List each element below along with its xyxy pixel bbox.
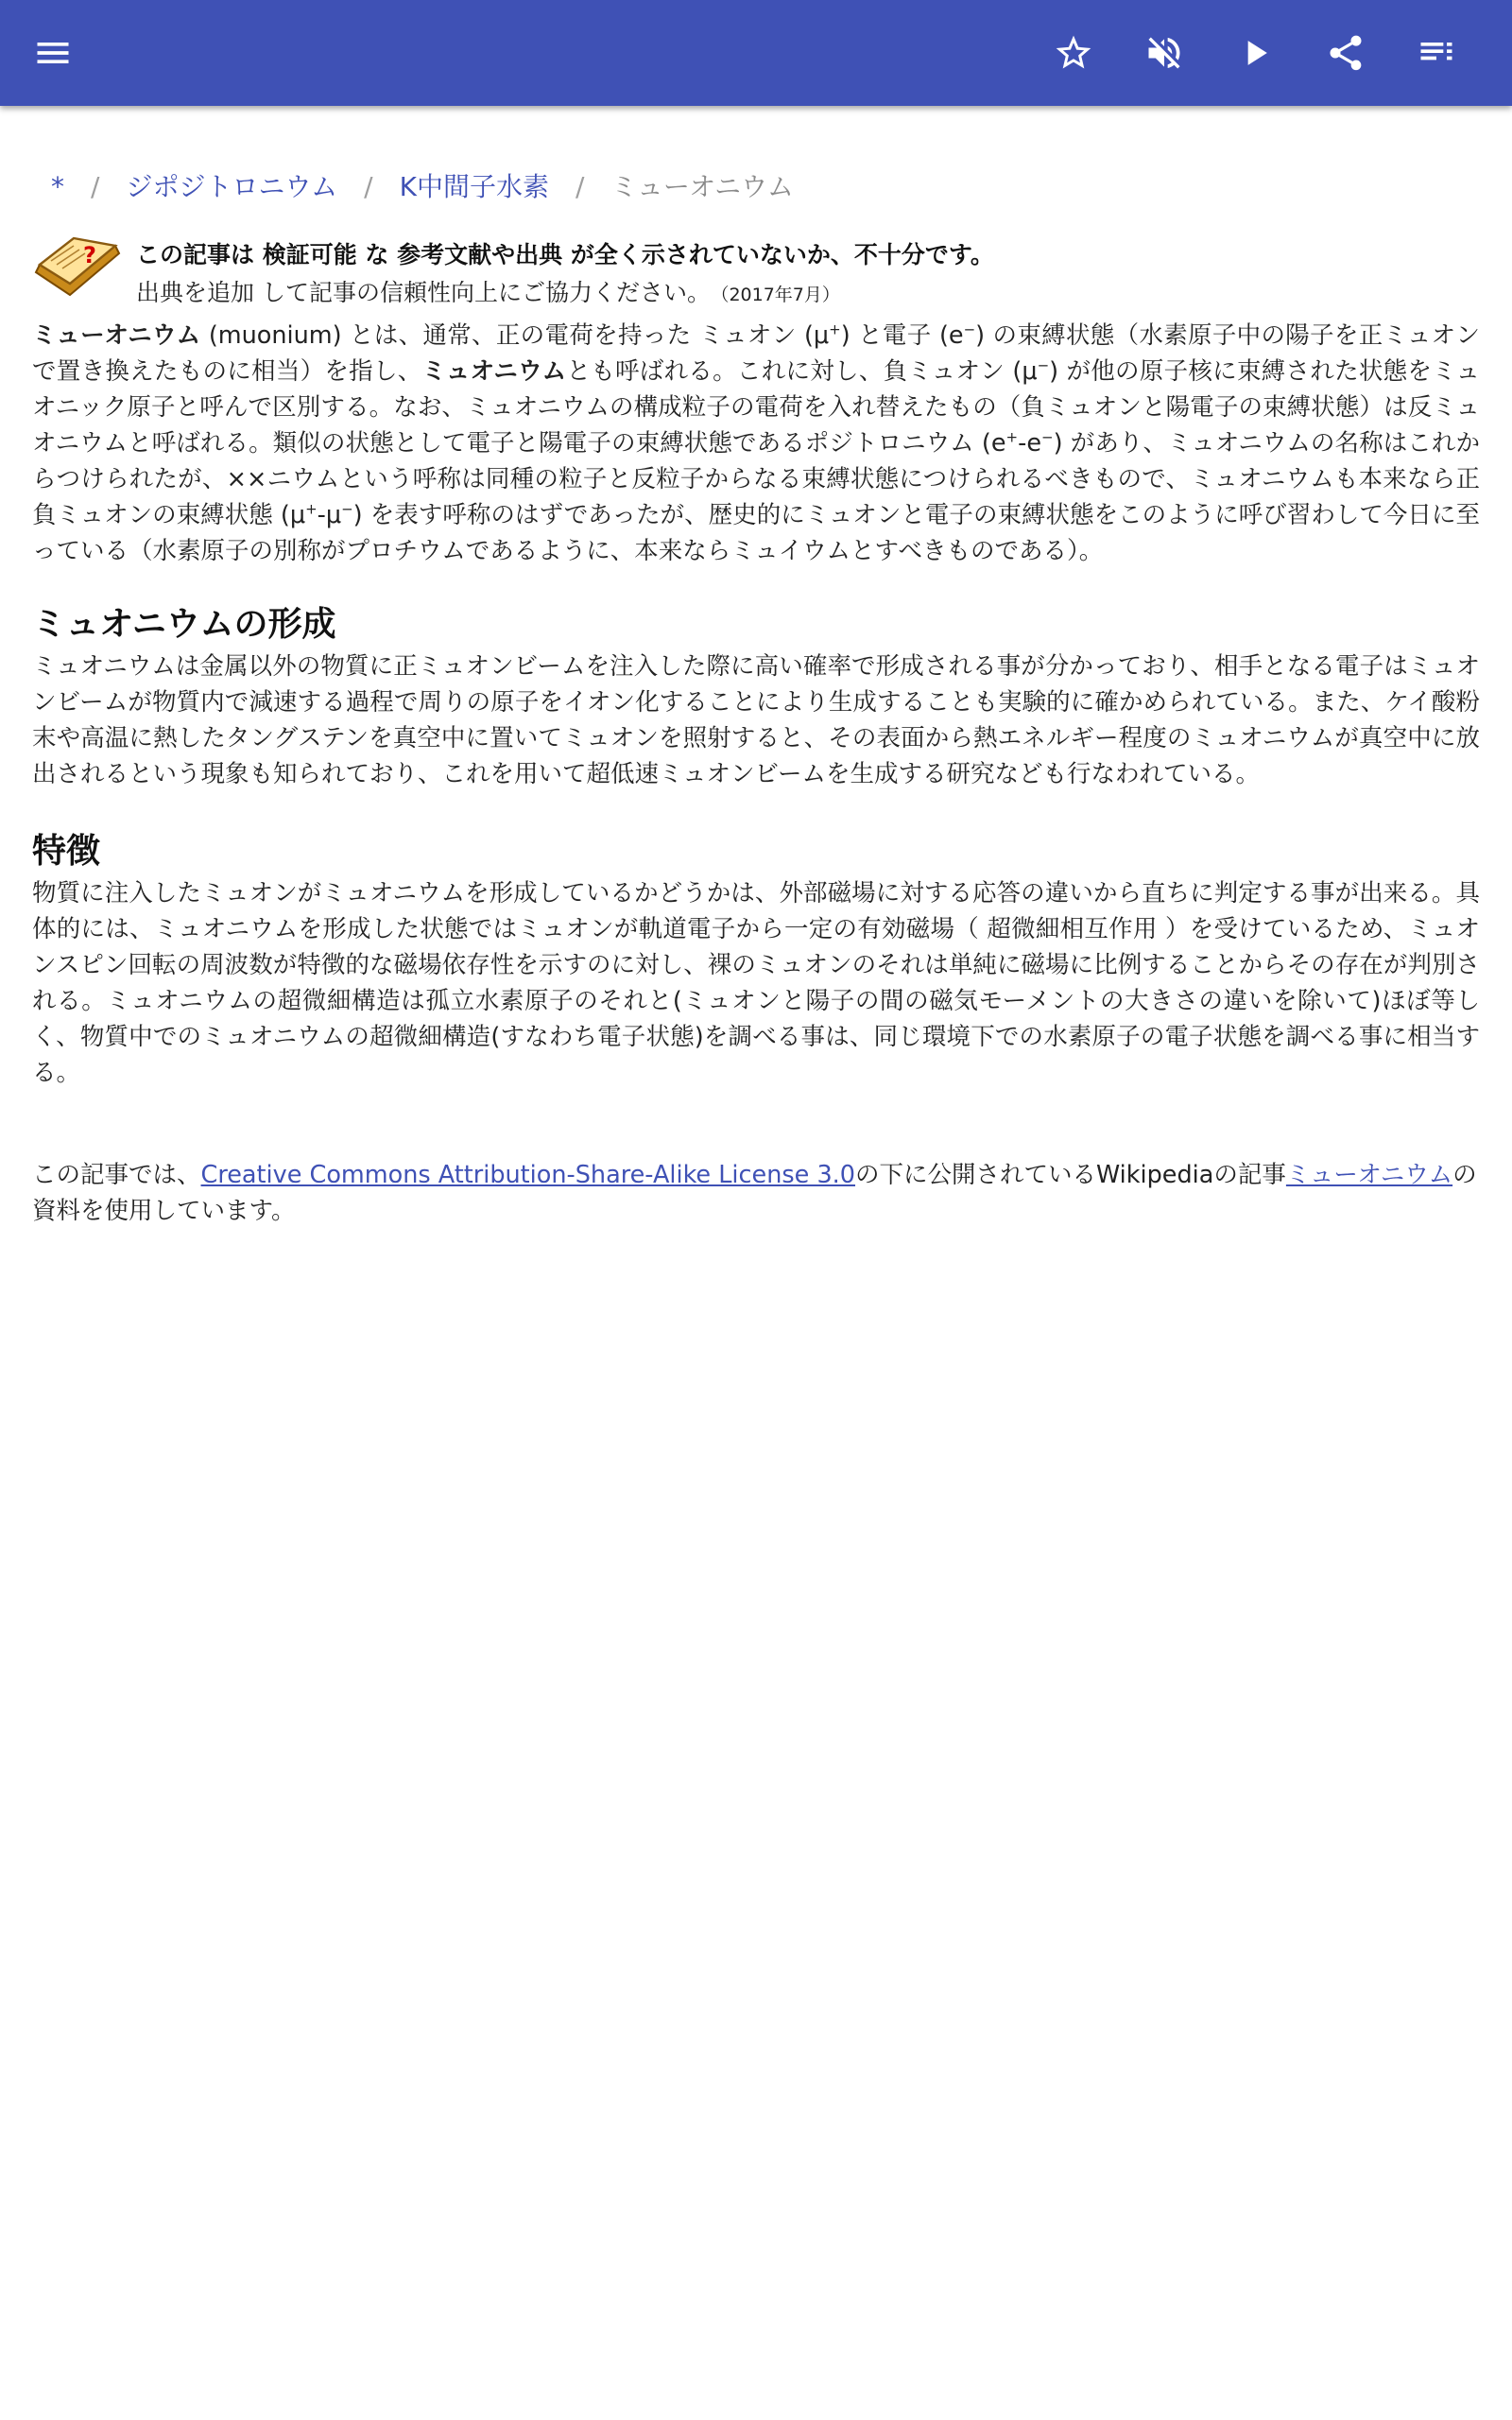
section-heading-formation: ミュオニウムの形成: [32, 605, 336, 644]
intro-text: ) の束縛状態（水素原子中の陽子を正ミュオンで置き換えたものに相当）を指し、: [32, 321, 1480, 386]
intro-paragraph: [32, 318, 1480, 569]
license-notice: [32, 1157, 1480, 1229]
article: [32, 106, 1480, 1229]
intro-text: -e: [1018, 429, 1042, 458]
breadcrumb: [32, 164, 1480, 210]
license-link[interactable]: Creative Commons Attribution-Share-Alike License 3.0: [200, 1161, 856, 1189]
intro-text: ) が他の原子核に束縛された状態をミュオニック原子と呼んで区別する。なお、ミュオニウムの構成粒子の電荷を入れ替えたもの（負ミュオンと陽電子の束縛状態）は反ミュオニウムと呼ばれる。類似の状態として電子と陽電子の束縛状態であるポジトロニウム (e: [32, 357, 1480, 458]
share-icon: [1325, 32, 1366, 74]
citation-notice: [32, 231, 1480, 316]
term-bold: ミュオニウム: [421, 357, 567, 386]
license-text: の資料を使用しています。: [32, 1161, 1477, 1225]
breadcrumb-item-kaonic-hydrogen[interactable]: K中間子水素: [399, 171, 549, 202]
playlist-icon: [1416, 32, 1457, 74]
star-icon: [1053, 32, 1094, 74]
play-icon: [1234, 32, 1276, 74]
breadcrumb-separator: /: [575, 171, 585, 202]
breadcrumb-separator: /: [364, 171, 373, 202]
intro-text: とも呼ばれる。これに対し、負ミュオン (μ: [566, 357, 1038, 386]
intro-text: (muonium) とは、通常、正の電荷を持った ミュオン (μ: [200, 321, 830, 350]
breadcrumb-current: ミューオニウム: [610, 171, 794, 202]
superscript: +: [305, 500, 318, 518]
intro-text: ) を表す呼称のはずであったが、歴史的にミュオンと電子の束縛状態をこのように呼び習わして今日に至っている（水素原子の別称がプロチウムであるように、本来ならミュイウムとすべきものである）。: [32, 501, 1480, 565]
app-bar: [0, 0, 1512, 106]
play-button[interactable]: [1227, 25, 1283, 81]
notice-body: 出典を追加 して記事の信頼性向上にご協力ください。: [136, 279, 711, 306]
intro-text: ) と電子 (e: [840, 321, 964, 350]
menu-button[interactable]: [25, 25, 81, 81]
license-text: の下に公開されているWikipediaの記事: [855, 1161, 1286, 1189]
superscript: +: [1005, 428, 1019, 446]
notice-body-line: [136, 274, 840, 308]
superscript: −: [1041, 428, 1054, 446]
license-text: この記事では、: [32, 1161, 201, 1189]
section-heading-features: 特徴: [32, 832, 101, 871]
section-paragraph-features: 物質に注入したミュオンがミュオニウムを形成しているかどうかは、外部磁場に対する応答の違いから直ちに判定する事が出来る。具体的には、ミュオニウムを形成した状態ではミュオンが軌道電子から一定の有効磁場（ 超微細相互作用 ）を受けているため、ミュオンスピン回転の周波数が特徴的な磁場依存性を示すのに対し、裸のミュオンのそれは単純に磁場に比例することからその存在が判別される。ミュオニウムの超微細構造は孤立水素原子のそれと(ミュオンと陽子の間の磁気モーメントの大きさの違いを除いて)ほぼ等しく、物質中でのミュオニウムの超微細構造(すなわち電子状態)を調べる事は、同じ環境下での水素原子の電子状態を調べる事に相当する。: [32, 879, 1480, 1087]
breadcrumb-home[interactable]: *: [51, 171, 64, 202]
superscript: −: [1037, 356, 1050, 374]
playlist-button[interactable]: [1408, 25, 1465, 81]
mute-icon: [1143, 32, 1185, 74]
intro-text: ) があり、ミュオニウムの名称はこれからつけられたが、××ニウムという呼称は同種の粒子と反粒子からなる束縛状態につけられるべきもので、ミュオニウムも本来なら正負ミュオンの束縛状態 (μ: [32, 429, 1480, 529]
notice-date: （2017年7月）: [719, 285, 840, 305]
superscript: +: [829, 320, 841, 338]
superscript: −: [341, 500, 353, 518]
source-article-link[interactable]: ミューオニウム: [1285, 1161, 1453, 1189]
share-button[interactable]: [1317, 25, 1374, 81]
mute-button[interactable]: [1136, 25, 1193, 81]
bookmark-button[interactable]: [1045, 25, 1102, 81]
breadcrumb-item-dipositronium[interactable]: ジポジトロニウム: [126, 171, 338, 202]
book-question-icon: [32, 231, 123, 306]
section-paragraph-formation: ミュオニウムは金属以外の物質に正ミュオンビームを注入した際に高い確率で形成される事が分かっており、相手となる電子はミュオンビームが物質内で減速する過程で周りの原子をイオン化することにより生成することも実験的に確かめられている。また、ケイ酸粉末や高温に熱したタングステンを真空中に置いてミュオンを照射すると、その表面から熱エネルギー程度のミュオニウムが真空中に放出されるという現象も知られており、これを用いて超低速ミュオンビームを生成する研究なども行なわれている。: [32, 652, 1480, 788]
svg-text:?: ?: [83, 242, 96, 268]
breadcrumb-separator: /: [91, 171, 100, 202]
intro-text: -μ: [317, 501, 342, 529]
superscript: −: [963, 320, 976, 338]
notice-headline: この記事は 検証可能 な 参考文献や出典 が全く示されていないか、不十分です。: [136, 241, 994, 268]
term-bold: ミューオニウム: [32, 321, 201, 350]
menu-icon: [32, 32, 74, 74]
